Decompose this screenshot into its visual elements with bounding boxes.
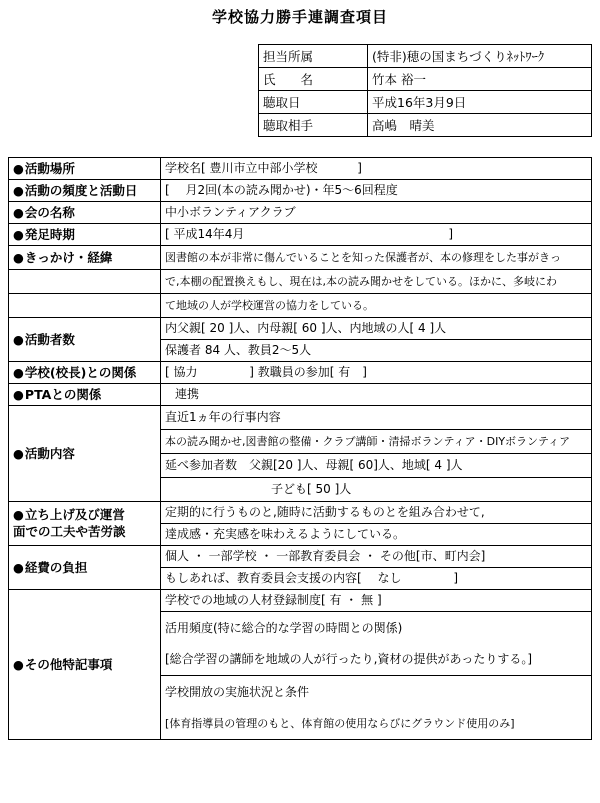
row-members-1 [9,318,592,340]
meta-value: 高嶋 晴美 [368,114,592,137]
label-text: 学校(校長)との関係 [24,365,137,380]
meta-label: 聴取相手 [259,114,368,137]
row-name [9,202,592,224]
bullet: ● [13,183,24,198]
row-trigger-3 [9,294,592,318]
bullet: ● [13,365,24,380]
bullet: ● [13,161,24,176]
label-text: PTAとの関係 [24,387,102,402]
row-content-1 [9,406,592,430]
label-pta [9,384,161,406]
meta-label: 聴取日 [259,91,368,114]
page-title: 学校協力勝手連調査項目 [211,8,388,26]
label-other [9,590,161,740]
label-text: 活動の頻度と活動日 [24,183,138,198]
value-principal: [ 協力 ] 教職員の参加[ 有 ] [161,362,592,384]
value-name: 中小ボランティアクラブ [161,202,592,224]
label-members [9,318,161,362]
bullet: ● [13,205,24,220]
survey-table [8,157,592,740]
label-text: きっかけ・経緯 [24,250,113,265]
value-members-line: 保護者 84 人、教員2～5人 [161,340,592,362]
value-content-line: 本の読み聞かせ,図書館の整備・クラブ講師・清掃ボランティア・DIYボランティア [161,430,592,454]
label-principal [9,362,161,384]
meta-label: 氏 名 [259,68,368,91]
meta-value: 平成16年3月9日 [368,91,592,114]
value-content-line: 直近1ヵ年の行事内容 [161,406,592,430]
meta-row [259,114,592,137]
value-members-line: 内父親[ 20 ]人、内母親[ 60 ]人、内地域の人[ 4 ]人 [161,318,592,340]
meta-row [259,45,592,68]
bullet: ● [13,657,24,672]
value-trigger-line: 図書館の本が非常に傷んでいることを知った保護者が、本の修理をした事がきっ [161,246,592,270]
value-other-line: 学校開放の実施状況と条件 [161,676,592,708]
label-text: 活動内容 [24,446,75,461]
meta-value: (特非)穂の国まちづくりﾈｯﾄﾜｰｸ [368,45,592,68]
row-cost-1 [9,546,592,568]
value-other-line: [体育指導員の管理のもと、体育館の使用ならびにグラウンド使用のみ] [161,708,592,740]
value-cost-line: もしあれば、教育委員会支援の内容[ なし ] [161,568,592,590]
label-empty [9,294,161,318]
meta-label: 担当所属 [259,45,368,68]
row-trigger-1 [9,246,592,270]
row-pta [9,384,592,406]
bullet: ● [13,446,24,461]
label-start [9,224,161,246]
row-place [9,158,592,180]
value-content-line: 子ども[ 50 ]人 [161,478,592,502]
meta-row [259,68,592,91]
row-launch-1 [9,502,592,524]
label-text: 経費の負担 [24,560,88,575]
label-text-line2: 面での工夫や苦労談 [13,523,126,539]
row-other-1 [9,590,592,612]
label-launch [9,502,161,546]
bullet: ● [13,506,24,522]
label-trigger [9,246,161,270]
meta-table [258,44,592,137]
value-cost-line: 個人 ・ 一部学校 ・ 一部教育委員会 ・ その他[市、町内会] [161,546,592,568]
value-trigger-line: て地域の人が学校運営の協力をしている。 [161,294,592,318]
bullet: ● [13,387,24,402]
meta-row [259,91,592,114]
value-other-line: 学校での地域の人材登録制度[ 有 ・ 無 ] [161,590,592,612]
bullet: ● [13,227,24,242]
value-launch-line: 定期的に行うものと,随時に活動するものとを組み合わせて, [161,502,592,524]
meta-value: 竹本 裕一 [368,68,592,91]
value-other-line: 活用頻度(特に総合的な学習の時間との関係) [161,612,592,644]
label-empty [9,270,161,294]
row-freq [9,180,592,202]
label-text: 発足時期 [24,227,75,242]
bullet: ● [13,250,24,265]
value-content-line: 延べ参加者数 父親[20 ]人、母親[ 60]人、地域[ 4 ]人 [161,454,592,478]
label-text: 立ち上げ及び運営 [24,506,125,522]
row-trigger-2 [9,270,592,294]
label-text: 活動者数 [24,332,75,347]
label-content [9,406,161,502]
label-name [9,202,161,224]
value-pta: 連携 [161,384,592,406]
label-text: その他特記事項 [24,657,113,672]
label-text: 会の名称 [24,205,75,220]
bullet: ● [13,332,24,347]
label-text: 活動場所 [24,161,75,176]
value-launch-line: 達成感・充実感を味わえるようにしている。 [161,524,592,546]
label-place [9,158,161,180]
label-cost [9,546,161,590]
value-other-line: [総合学習の講師を地域の人が行ったり,資材の提供があったりする。] [161,644,592,676]
row-start [9,224,592,246]
bullet: ● [13,560,24,575]
value-trigger-line: で,本棚の配置換えもし、現在は,本の読み聞かせをしている。ほかに、多岐にわ [161,270,592,294]
value-start: [ 平成14年4月 ] [161,224,592,246]
row-principal [9,362,592,384]
label-freq [9,180,161,202]
value-freq: [ 月2回(本の読み聞かせ)・年5～6回程度 [161,180,592,202]
value-place: 学校名[ 豊川市立中部小学校 ] [161,158,592,180]
